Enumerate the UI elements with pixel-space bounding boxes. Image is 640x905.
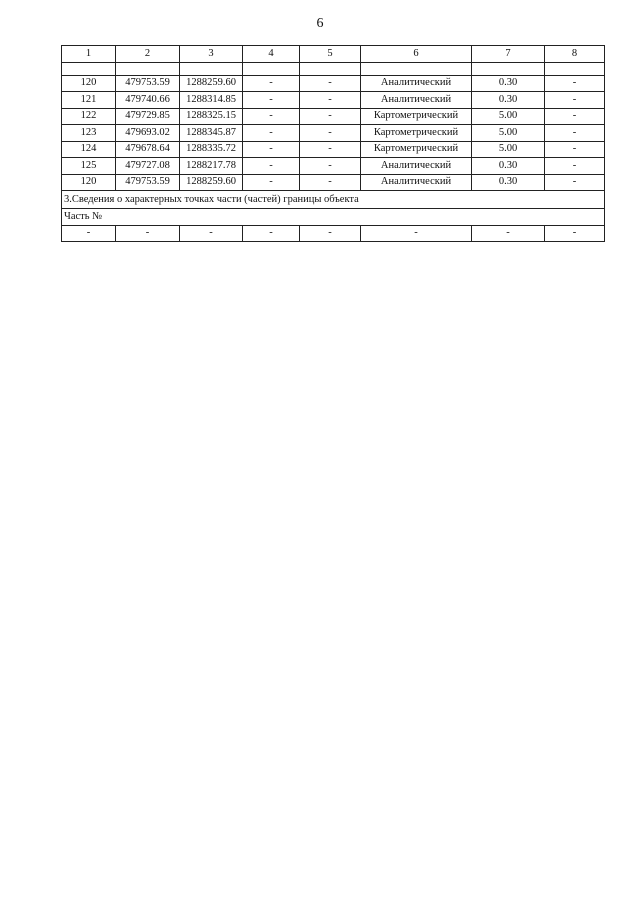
table-cell: - bbox=[116, 225, 180, 242]
table-cell: - bbox=[243, 225, 300, 242]
table-cell: - bbox=[300, 92, 361, 109]
table-cell: - bbox=[545, 225, 605, 242]
table-cell: 1288325.15 bbox=[180, 108, 243, 125]
table-cell: 123 bbox=[62, 125, 116, 142]
column-header: 3 bbox=[180, 46, 243, 63]
table-cell: 479740.66 bbox=[116, 92, 180, 109]
table-cell: - bbox=[300, 125, 361, 142]
table-cell: 125 bbox=[62, 158, 116, 175]
table-cell: - bbox=[243, 75, 300, 92]
table-cell: 1288217.78 bbox=[180, 158, 243, 175]
table-cell: 479678.64 bbox=[116, 141, 180, 158]
table-row bbox=[62, 141, 605, 158]
table-cell: - bbox=[243, 174, 300, 191]
table-cell: 0.30 bbox=[472, 92, 545, 109]
table-cell: 5.00 bbox=[472, 141, 545, 158]
table-cell: 120 bbox=[62, 75, 116, 92]
table-cell: - bbox=[243, 158, 300, 175]
table-cell: Картометрический bbox=[361, 141, 472, 158]
table-cell: - bbox=[545, 125, 605, 142]
column-header: 7 bbox=[472, 46, 545, 63]
table-cell: - bbox=[361, 225, 472, 242]
table-cell: - bbox=[545, 158, 605, 175]
empty-row bbox=[62, 62, 605, 75]
table-cell: - bbox=[180, 225, 243, 242]
column-header: 1 bbox=[62, 46, 116, 63]
table-cell: - bbox=[300, 158, 361, 175]
table-cell: - bbox=[545, 174, 605, 191]
table-cell: 479727.08 bbox=[116, 158, 180, 175]
table-cell: - bbox=[545, 92, 605, 109]
table-cell bbox=[361, 62, 472, 75]
table-row bbox=[62, 158, 605, 175]
table-cell: - bbox=[545, 75, 605, 92]
table-cell: 479729.85 bbox=[116, 108, 180, 125]
table-cell: - bbox=[300, 225, 361, 242]
table-cell: 120 bbox=[62, 174, 116, 191]
table-cell: - bbox=[243, 108, 300, 125]
table-cell: - bbox=[243, 125, 300, 142]
table-cell: 0.30 bbox=[472, 174, 545, 191]
table-cell: - bbox=[300, 174, 361, 191]
table-cell: - bbox=[300, 108, 361, 125]
table-cell bbox=[243, 62, 300, 75]
table-cell: 1288314.85 bbox=[180, 92, 243, 109]
table-cell: - bbox=[300, 141, 361, 158]
table-cell: Аналитический bbox=[361, 158, 472, 175]
table-cell: Аналитический bbox=[361, 75, 472, 92]
table-cell: Картометрический bbox=[361, 108, 472, 125]
part-label-row bbox=[62, 209, 605, 226]
table-cell: 479753.59 bbox=[116, 174, 180, 191]
table-cell: 0.30 bbox=[472, 75, 545, 92]
column-header: 8 bbox=[545, 46, 605, 63]
table-row bbox=[62, 108, 605, 125]
table-cell: 1288259.60 bbox=[180, 174, 243, 191]
page-number: 6 bbox=[316, 16, 324, 31]
table-row bbox=[62, 92, 605, 109]
part-label: Часть № bbox=[62, 209, 605, 226]
table-cell: 0.30 bbox=[472, 158, 545, 175]
table-cell: 479753.59 bbox=[116, 75, 180, 92]
table-cell: 1288345.87 bbox=[180, 125, 243, 142]
table-cell: - bbox=[243, 141, 300, 158]
table-cell: 121 bbox=[62, 92, 116, 109]
column-header: 4 bbox=[243, 46, 300, 63]
table-cell: - bbox=[472, 225, 545, 242]
table-row bbox=[62, 75, 605, 92]
table-cell: 1288259.60 bbox=[180, 75, 243, 92]
table-cell: 5.00 bbox=[472, 108, 545, 125]
table-cell: - bbox=[545, 141, 605, 158]
header-row bbox=[62, 46, 605, 63]
table-cell bbox=[472, 62, 545, 75]
table-cell bbox=[180, 62, 243, 75]
table-cell: - bbox=[545, 108, 605, 125]
table-cell: 5.00 bbox=[472, 125, 545, 142]
table-cell: - bbox=[62, 225, 116, 242]
table-cell bbox=[545, 62, 605, 75]
table-cell: Картометрический bbox=[361, 125, 472, 142]
table-row bbox=[62, 174, 605, 191]
table-cell: 1288335.72 bbox=[180, 141, 243, 158]
table-cell: Аналитический bbox=[361, 92, 472, 109]
characteristic-points-table bbox=[61, 45, 605, 242]
table-cell bbox=[116, 62, 180, 75]
table-cell: 122 bbox=[62, 108, 116, 125]
table-cell: - bbox=[243, 92, 300, 109]
table-cell: Аналитический bbox=[361, 174, 472, 191]
column-header: 6 bbox=[361, 46, 472, 63]
section-title: 3.Сведения о характерных точках части (частей) границы объекта bbox=[62, 191, 605, 209]
column-header: 2 bbox=[116, 46, 180, 63]
table-row bbox=[62, 125, 605, 142]
table-cell: 479693.02 bbox=[116, 125, 180, 142]
part-row bbox=[62, 225, 605, 242]
table-cell: - bbox=[300, 75, 361, 92]
section-title-row bbox=[62, 191, 605, 209]
table-cell: 124 bbox=[62, 141, 116, 158]
table-cell bbox=[62, 62, 116, 75]
column-header: 5 bbox=[300, 46, 361, 63]
table-cell bbox=[300, 62, 361, 75]
